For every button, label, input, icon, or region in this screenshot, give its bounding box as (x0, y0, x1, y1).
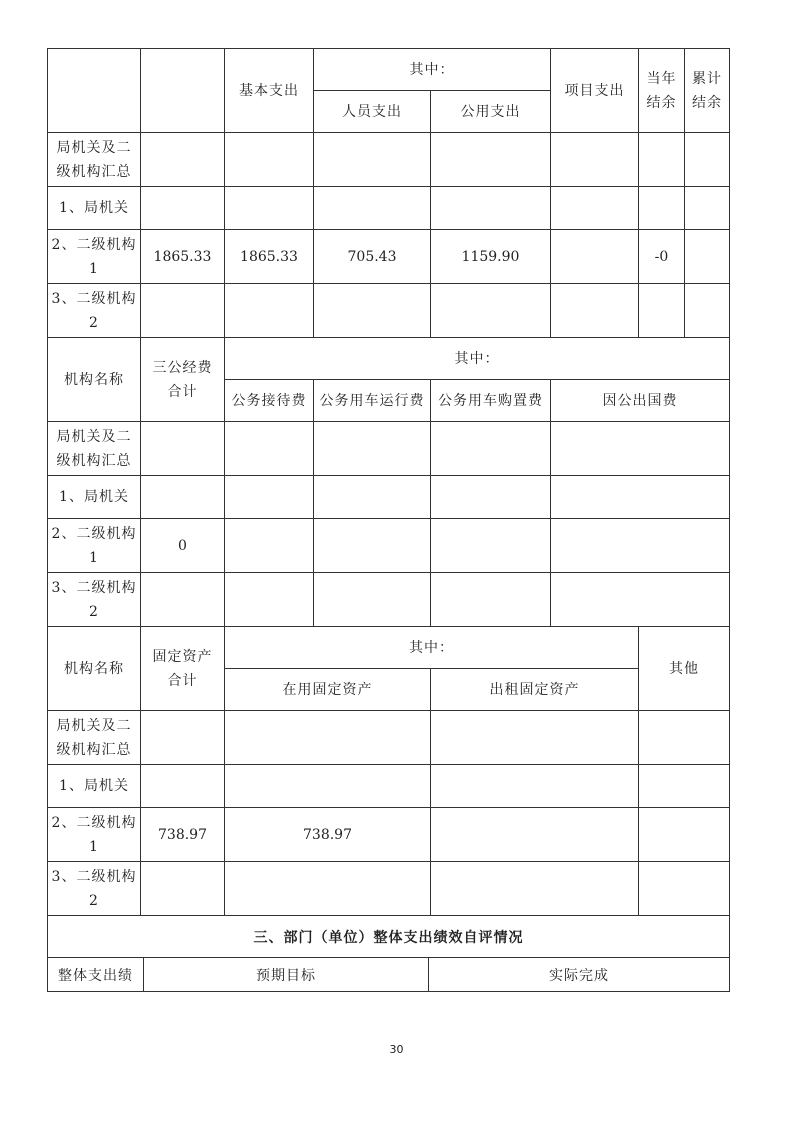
empty-cell (431, 765, 639, 808)
empty-cell (551, 519, 730, 573)
empty-cell (431, 573, 551, 627)
fixed-assets-total-line1: 固定资产 (152, 648, 213, 665)
empty-cell (225, 476, 314, 519)
section-title: 三、部门（单位）整体支出绩效自评情况 (48, 916, 730, 958)
total-cell (141, 862, 225, 916)
of-which-header: 其中： (225, 338, 730, 380)
total-cell (141, 711, 225, 765)
project-cell (551, 133, 639, 187)
empty-cell (314, 519, 431, 573)
of-which-header: 其中： (314, 49, 551, 91)
accumulated-balance-cell (685, 284, 730, 338)
table-row (48, 187, 730, 230)
table-row (48, 422, 730, 476)
empty-cell (551, 422, 730, 476)
project-cell (551, 230, 639, 284)
empty-cell (225, 519, 314, 573)
blank-header-cell (48, 49, 141, 133)
current-balance-cell (639, 187, 685, 230)
table-row (48, 765, 730, 808)
project-cell (551, 187, 639, 230)
public-cell (431, 187, 551, 230)
row-label: 3、二级机构 2 (48, 862, 141, 916)
three-public-total-line1: 三公经费 (152, 359, 213, 376)
fixed-assets-total-line2: 合计 (167, 672, 198, 689)
in-use-assets-header: 在用固定资产 (225, 669, 431, 711)
table-row (48, 519, 730, 573)
empty-cell (225, 573, 314, 627)
empty-cell (431, 711, 639, 765)
empty-cell (431, 422, 551, 476)
accumulated-balance-cell (685, 133, 730, 187)
vehicle-purchase-header: 公务用车购置费 (431, 380, 551, 422)
table-row (48, 573, 730, 627)
empty-cell (639, 808, 730, 862)
total-cell (141, 422, 225, 476)
table-row (48, 284, 730, 338)
personnel-cell (314, 133, 431, 187)
total-cell (141, 187, 225, 230)
row-label: 2、二级机构 1 (48, 519, 141, 573)
total-cell: 1865.33 (141, 230, 225, 284)
empty-cell (225, 422, 314, 476)
org-name-header: 机构名称 (48, 338, 141, 422)
fixed-assets-total-header (141, 627, 225, 711)
empty-cell (551, 476, 730, 519)
reception-header: 公务接待费 (225, 380, 314, 422)
project-expense-header: 项目支出 (551, 49, 639, 133)
basic-cell (225, 284, 314, 338)
blank-header-cell (141, 49, 225, 133)
performance-section-table (47, 915, 730, 992)
total-cell: 738.97 (141, 808, 225, 862)
of-which-header: 其中： (225, 627, 639, 669)
empty-cell (431, 476, 551, 519)
empty-cell (314, 422, 431, 476)
row-label: 1、局机关 (48, 187, 141, 230)
current-balance-header (639, 49, 685, 133)
overall-expense-label: 整体支出绩 (48, 958, 144, 992)
row-label: 3、二级机构 2 (48, 573, 141, 627)
empty-cell (314, 573, 431, 627)
row-label: 局机关及二 级机构汇总 (48, 133, 141, 187)
public-cell: 1159.90 (431, 230, 551, 284)
personnel-cell: 705.43 (314, 230, 431, 284)
total-cell (141, 284, 225, 338)
current-balance-cell (639, 133, 685, 187)
empty-cell (551, 573, 730, 627)
in-use-cell (225, 765, 431, 808)
empty-cell (639, 862, 730, 916)
accumulated-balance-line2: 结余 (692, 94, 722, 111)
expected-target-header: 预期目标 (144, 958, 429, 992)
table-row (48, 133, 730, 187)
empty-cell (431, 808, 639, 862)
basic-expense-header: 基本支出 (225, 49, 314, 133)
basic-cell (225, 187, 314, 230)
rented-assets-header: 出租固定资产 (431, 669, 639, 711)
table-row (48, 862, 730, 916)
table-row (48, 230, 730, 284)
expenditure-table (47, 48, 730, 916)
accumulated-balance-header (685, 49, 730, 133)
personnel-expense-header: 人员支出 (314, 91, 431, 133)
row-label: 局机关及二 级机构汇总 (48, 422, 141, 476)
basic-cell (225, 133, 314, 187)
current-balance-line2: 结余 (646, 94, 677, 111)
public-expense-header: 公用支出 (431, 91, 551, 133)
empty-cell (431, 862, 639, 916)
total-cell (141, 573, 225, 627)
project-cell (551, 284, 639, 338)
row-label: 2、二级机构 1 (48, 808, 141, 862)
total-cell (141, 133, 225, 187)
org-name-header: 机构名称 (48, 627, 141, 711)
actual-completion-header: 实际完成 (429, 958, 730, 992)
public-cell (431, 133, 551, 187)
empty-cell (431, 519, 551, 573)
row-label: 1、局机关 (48, 476, 141, 519)
in-use-cell (225, 711, 431, 765)
row-label: 局机关及二 级机构汇总 (48, 711, 141, 765)
row-label: 1、局机关 (48, 765, 141, 808)
three-public-total-header (141, 338, 225, 422)
basic-cell: 1865.33 (225, 230, 314, 284)
personnel-cell (314, 284, 431, 338)
total-cell (141, 476, 225, 519)
accumulated-balance-cell (685, 187, 730, 230)
table-row (48, 808, 730, 862)
page-number: 30 (389, 1043, 404, 1056)
current-balance-line1: 当年 (646, 70, 677, 87)
other-header: 其他 (639, 627, 730, 711)
in-use-cell: 738.97 (225, 808, 431, 862)
accumulated-balance-line1: 累计 (692, 70, 722, 87)
total-cell: 0 (141, 519, 225, 573)
three-public-total-line2: 合计 (167, 383, 198, 400)
empty-cell (639, 711, 730, 765)
in-use-cell (225, 862, 431, 916)
current-balance-cell: -0 (639, 230, 685, 284)
public-cell (431, 284, 551, 338)
row-label: 2、二级机构 1 (48, 230, 141, 284)
total-cell (141, 765, 225, 808)
table-row (48, 476, 730, 519)
vehicle-operation-header: 公务用车运行费 (314, 380, 431, 422)
empty-cell (314, 476, 431, 519)
accumulated-balance-cell (685, 230, 730, 284)
personnel-cell (314, 187, 431, 230)
page (47, 48, 730, 992)
table-row (48, 711, 730, 765)
row-label: 3、二级机构 2 (48, 284, 141, 338)
empty-cell (639, 765, 730, 808)
abroad-travel-header: 因公出国费 (551, 380, 730, 422)
current-balance-cell (639, 284, 685, 338)
